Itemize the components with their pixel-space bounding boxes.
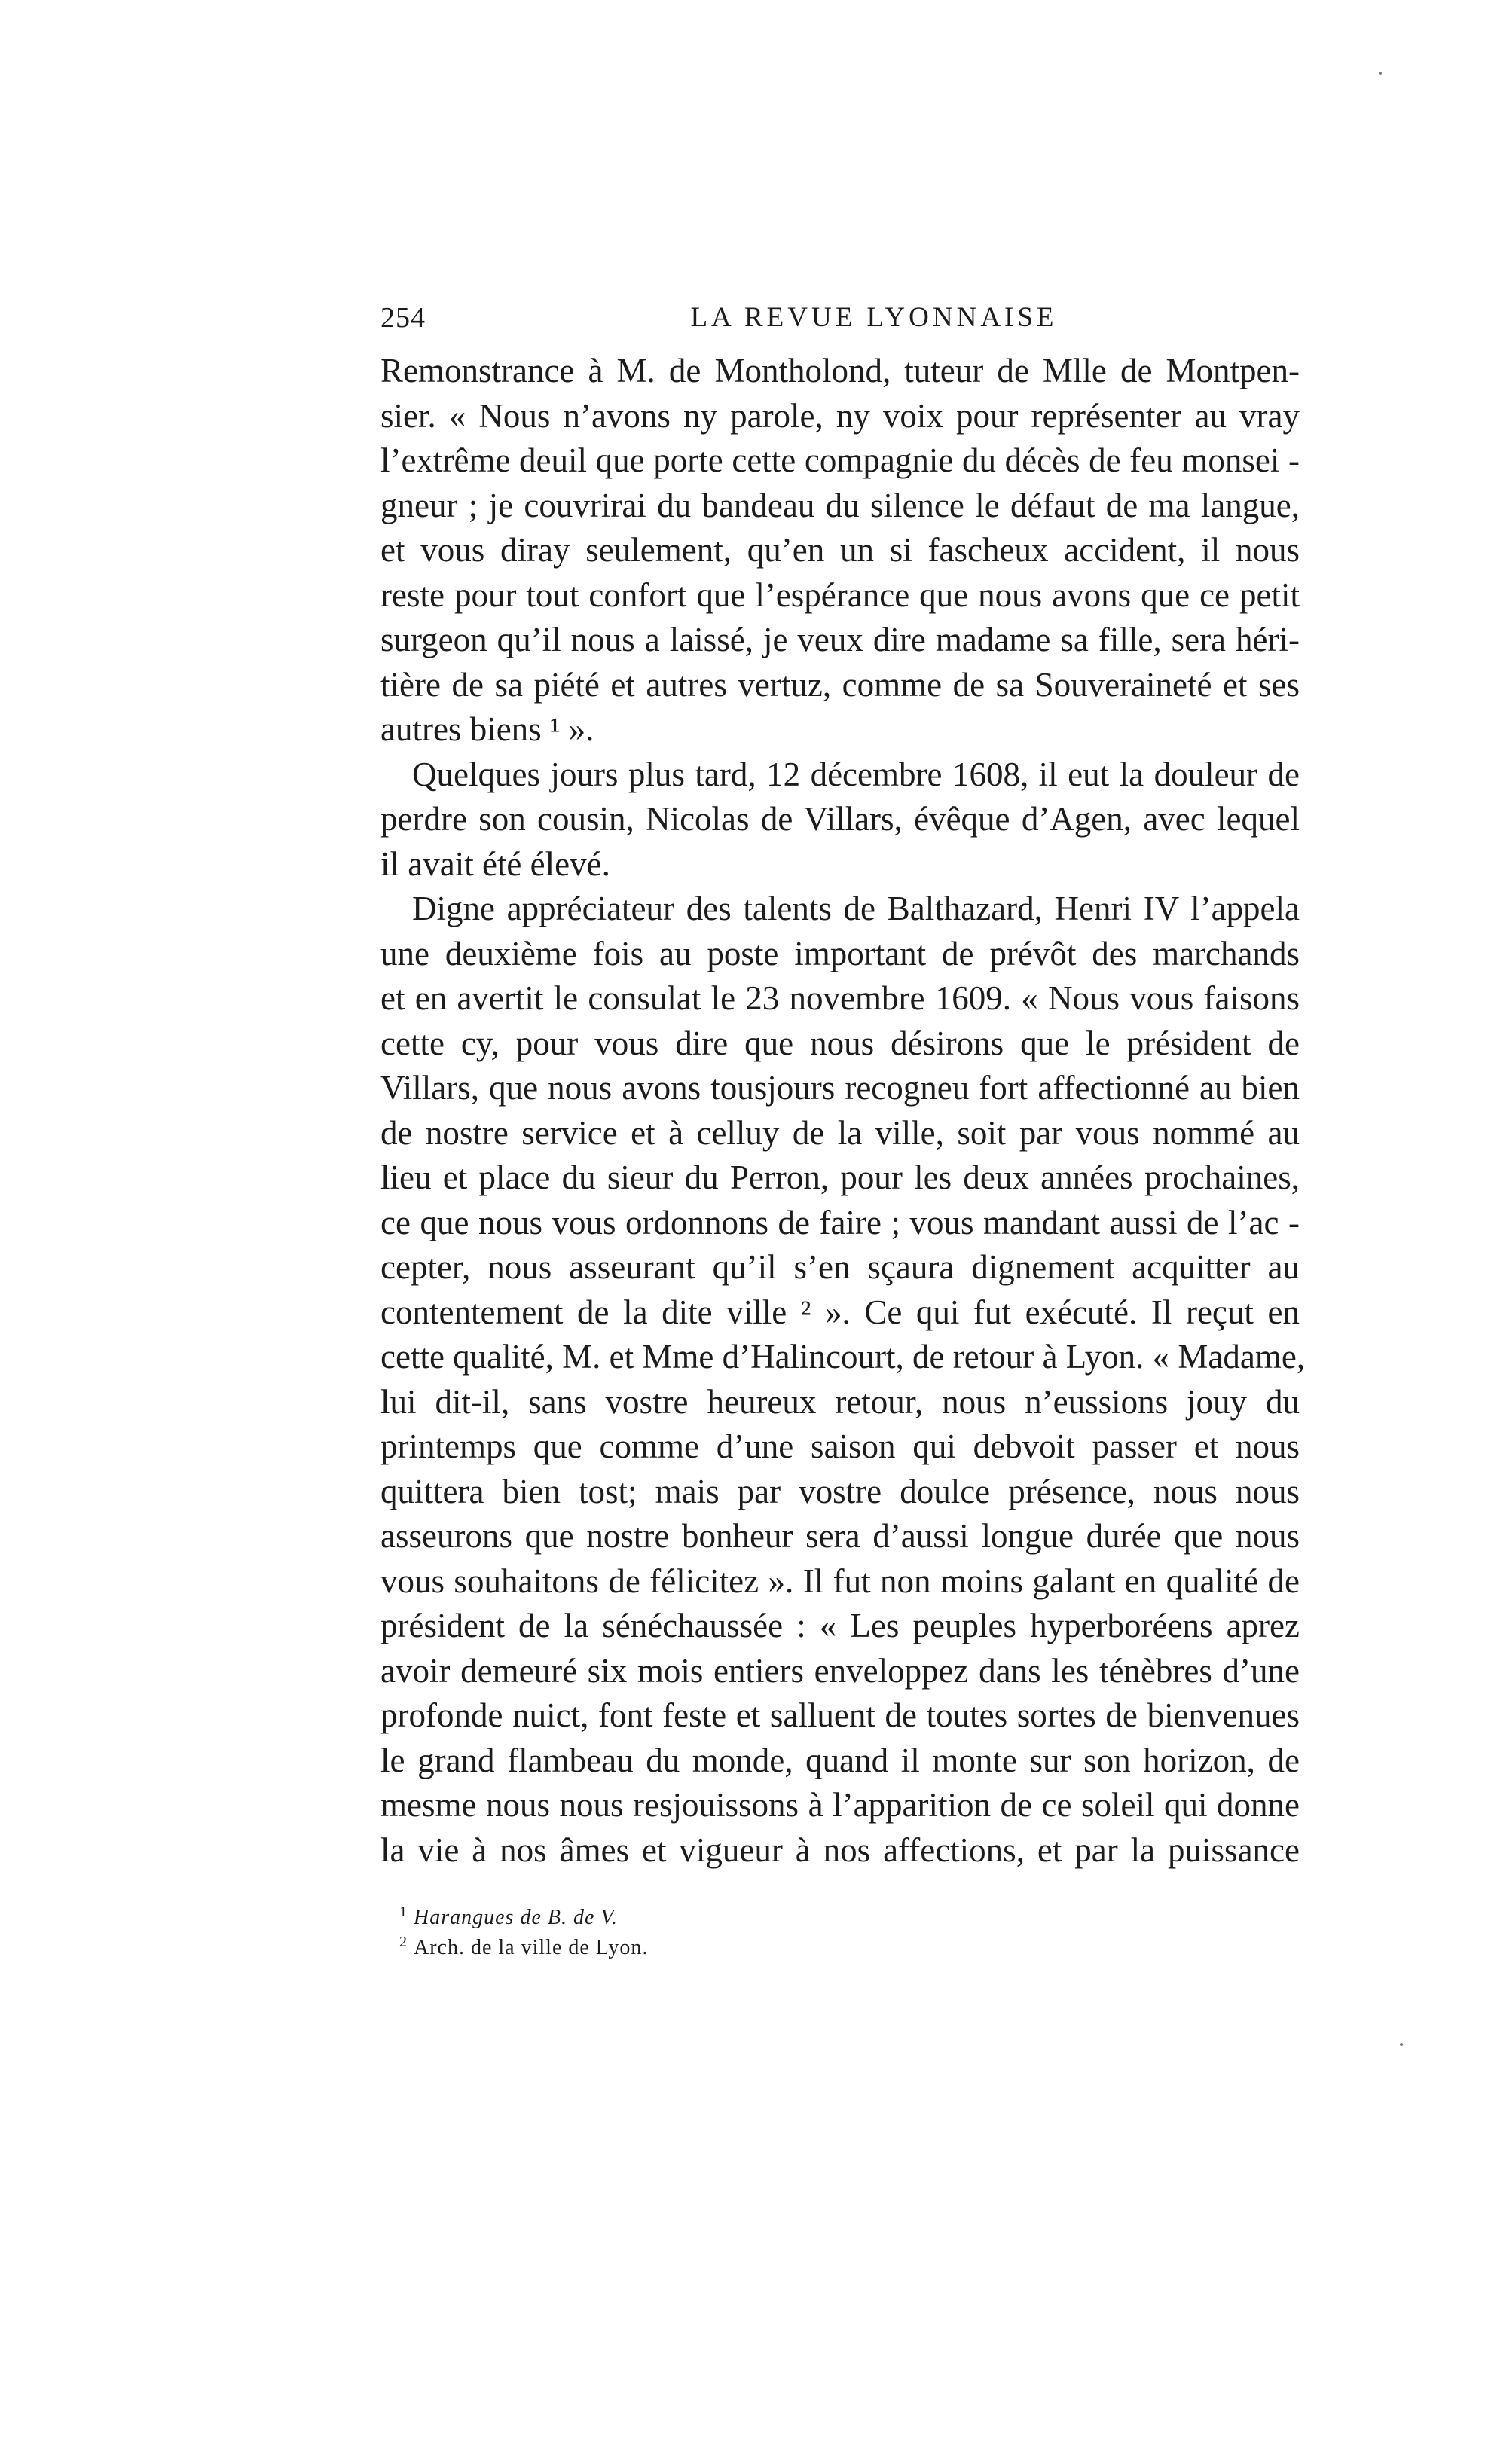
text-line: cette qualité, M. et Mme d’Halincourt, de retour à Lyon. « Madame,	[380, 1338, 1306, 1376]
page-number: 254	[380, 302, 426, 334]
text-line: la vie à nos âmes et vigueur à nos affections, et par la puissance	[380, 1830, 1300, 1869]
running-title: LA REVUE LYONNAISE	[690, 302, 1058, 333]
text-line: le grand flambeau du monde, quand il monte sur son horizon, de	[380, 1741, 1300, 1779]
text-line: lui dit-il, sans vostre heureux retour, nous n’eussions jouy du	[380, 1382, 1300, 1421]
paper-speck	[1379, 72, 1382, 75]
text-line: contentement de la dite ville ² ». Ce qui fut exécuté. Il reçut en	[380, 1293, 1300, 1331]
text-line: vous souhaitons de félicitez ». Il fut non moins galant en qualité de	[380, 1562, 1300, 1600]
text-line: de nostre service et à celluy de la ville, soit par vous nommé au	[380, 1113, 1300, 1152]
text-line: et vous diray seulement, qu’en un si fascheux accident, il nous	[380, 531, 1300, 569]
text-line: quittera bien tost; mais par vostre doulce présence, nous nous	[380, 1472, 1300, 1510]
text-line: cette cy, pour vous dire que nous désirons que le président de	[380, 1024, 1300, 1062]
text-line: une deuxième fois au poste important de prévôt des marchands	[380, 934, 1300, 972]
body-text	[380, 349, 1306, 1873]
text-line: lieu et place du sieur du Perron, pour les deux années prochaines,	[380, 1159, 1300, 1196]
text-line: printemps que comme d’une saison qui debvoit passer et nous	[380, 1427, 1300, 1465]
text-line: président de la sénéchaussée : « Les peuples hyperboréens aprez	[380, 1607, 1300, 1644]
text-line: il avait été élevé.	[380, 844, 610, 883]
paper-speck	[1400, 2043, 1403, 2046]
page-header	[380, 301, 1300, 347]
footnote-number: 2	[399, 1934, 408, 1950]
text-line: Remonstrance à M. de Montholond, tuteur de Mlle de Montpen-	[380, 352, 1300, 389]
text-line: sier. « Nous n’avons ny parole, ny voix pour représenter au vray	[380, 396, 1300, 435]
footnote	[399, 1927, 1077, 1957]
text-line: avoir demeuré six mois entiers enveloppez dans les ténèbres d’une	[380, 1651, 1300, 1690]
footnote	[399, 1897, 1077, 1927]
text-line: surgeon qu’il nous a laissé, je veux dire madame sa fille, sera héri-	[380, 621, 1300, 658]
text-line: Digne appréciateur des talents de Balthazard, Henri IV l’appela	[412, 890, 1300, 927]
text-line: mesme nous nous resjouissons à l’apparition de ce soleil qui donne	[380, 1786, 1300, 1824]
text-line: perdre son cousin, Nicolas de Villars, évêque d’Agen, avec lequel	[380, 800, 1300, 838]
text-line: l’extrême deuil que porte cette compagnie du décès de feu monsei -	[380, 441, 1300, 479]
text-line: gneur ; je couvrirai du bandeau du silence le défaut de ma langue,	[380, 486, 1300, 524]
text-line: asseurons que nostre bonheur sera d’aussi longue durée que nous	[380, 1517, 1300, 1555]
text-line: tière de sa piété et autres vertuz, comme de sa Souveraineté et ses	[380, 665, 1300, 704]
text-line: cepter, nous asseurant qu’il s’en sçaura dignement acquitter au	[380, 1248, 1300, 1286]
text-line: Quelques jours plus tard, 12 décembre 1608, il eut la douleur de	[412, 755, 1300, 793]
text-line: Villars, que nous avons tousjours recogneu fort affectionné au bien	[380, 1069, 1300, 1107]
footnote-text: Arch. de la ville de Lyon.	[414, 1936, 649, 1959]
text-line: autres biens ¹ ».	[380, 710, 594, 748]
text-line: et en avertit le consulat le 23 novembre 1609. « Nous vous faisons	[380, 979, 1300, 1017]
footnotes	[399, 1897, 1077, 1957]
footnote-text: Harangues de B. de V.	[414, 1906, 618, 1929]
text-line: ce que nous vous ordonnons de faire ; vous mandant aussi de l’ac -	[380, 1203, 1300, 1241]
text-line: reste pour tout confort que l’espérance que nous avons que ce petit	[380, 576, 1300, 614]
text-line: profonde nuict, font feste et salluent de toutes sortes de bienvenues	[380, 1696, 1300, 1734]
footnote-number: 1	[399, 1904, 408, 1920]
